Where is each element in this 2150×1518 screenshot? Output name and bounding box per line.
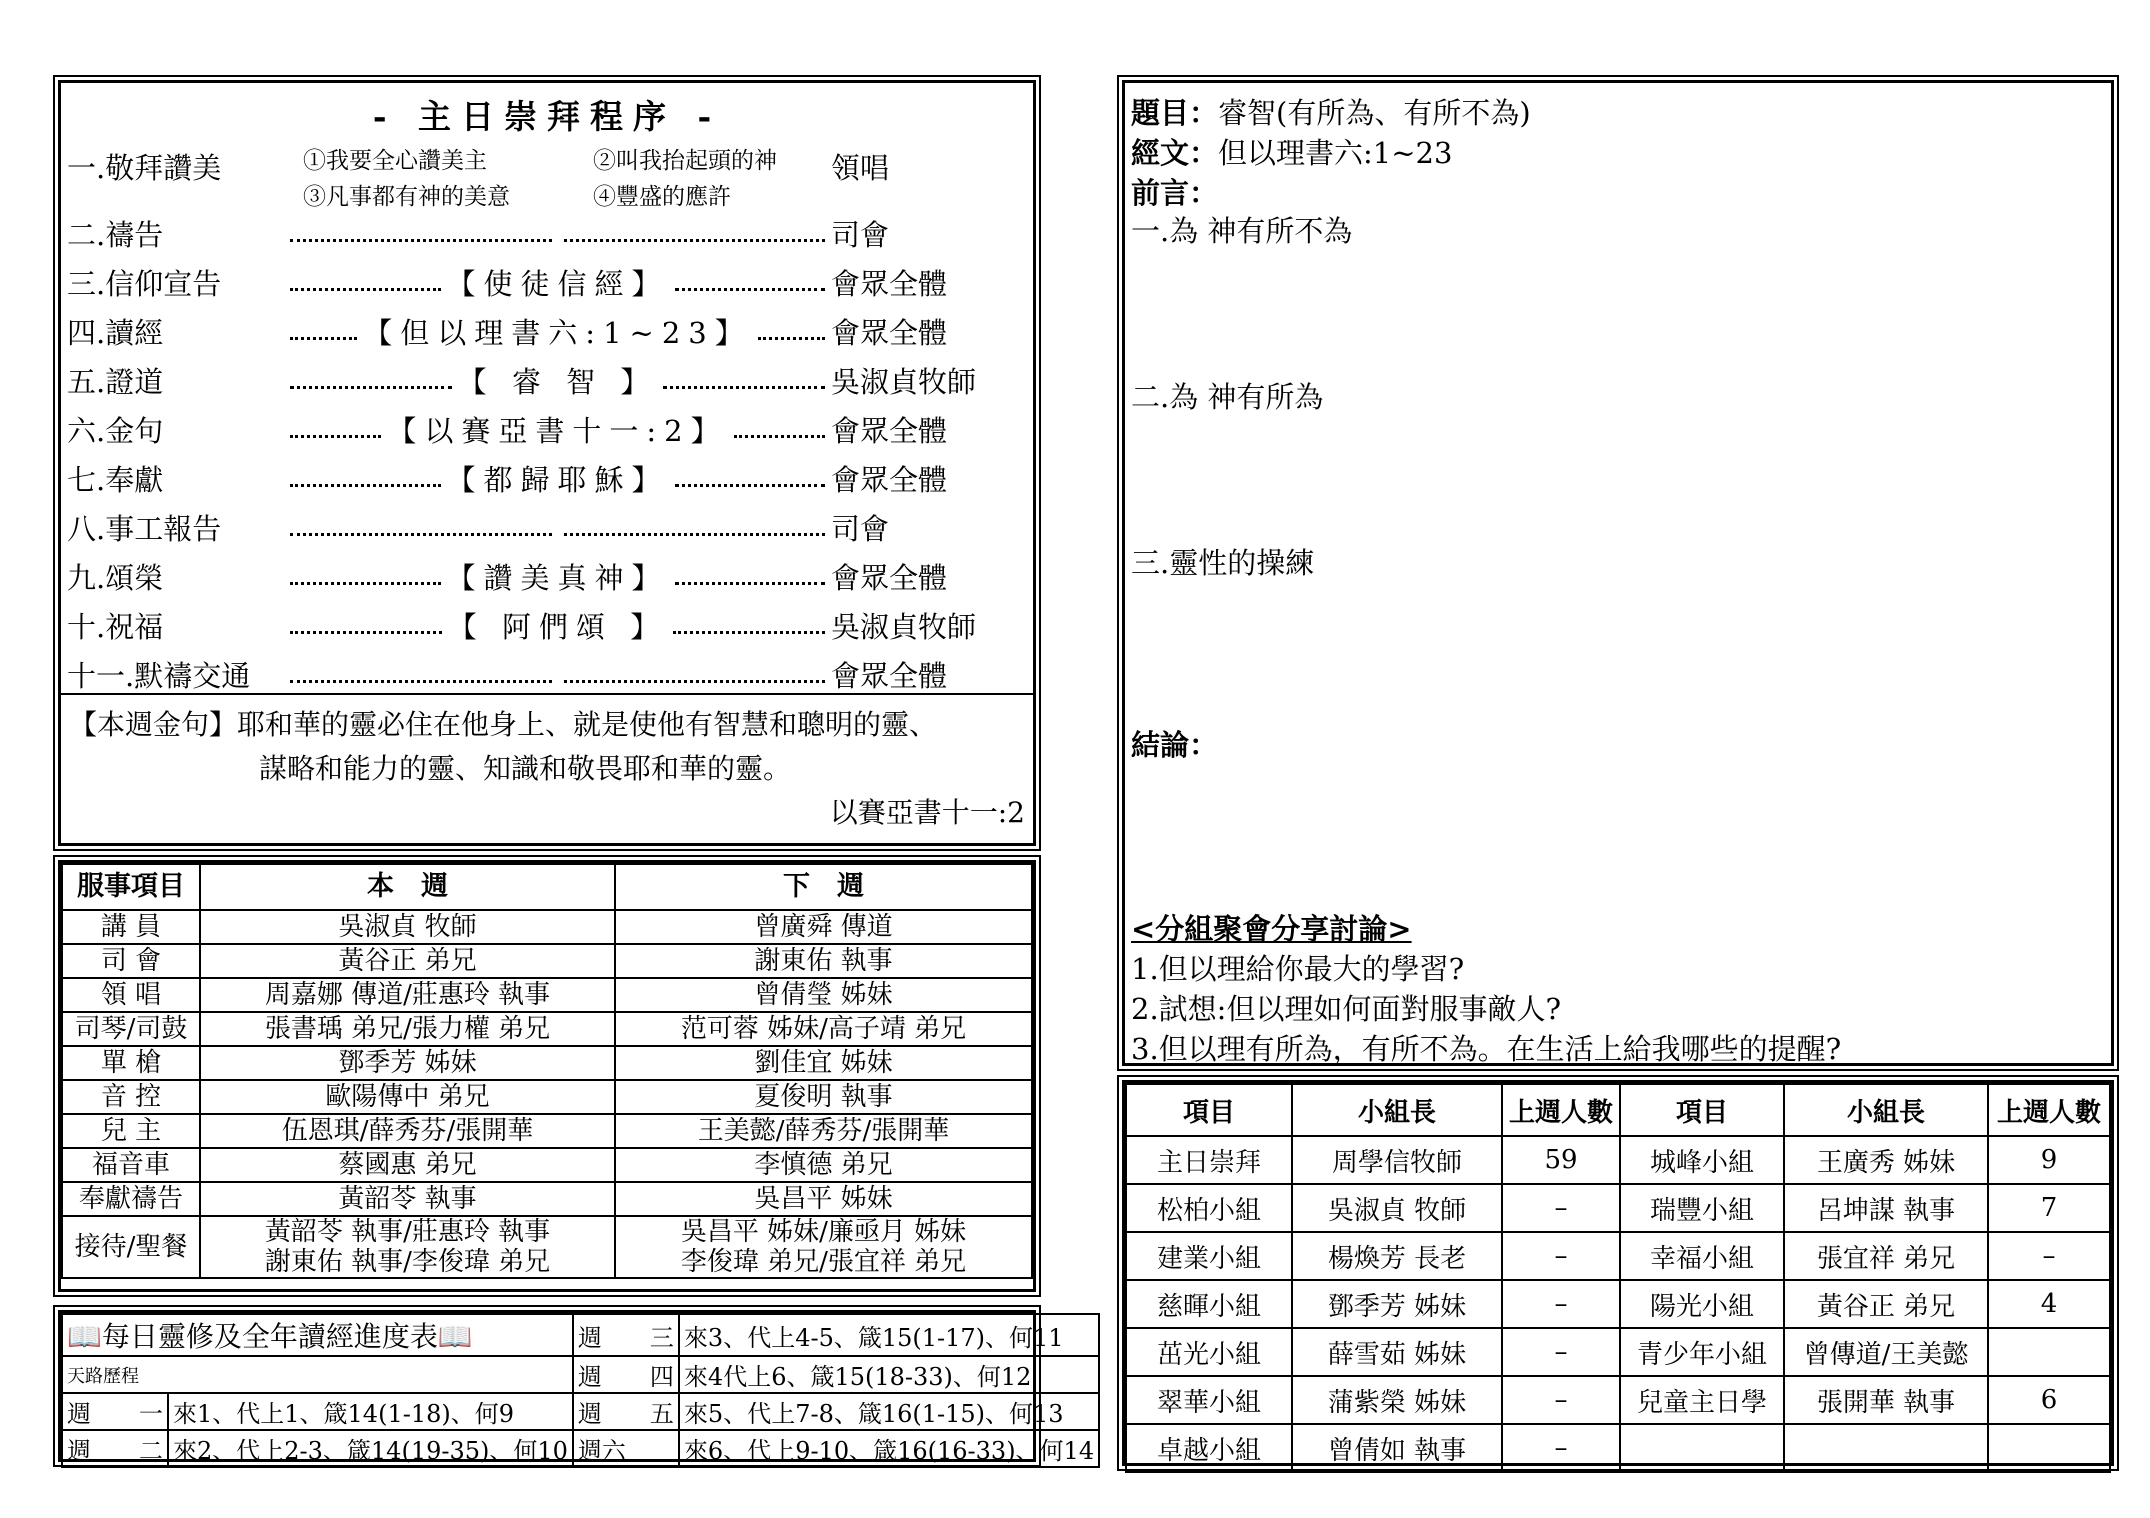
- group-count: –: [1502, 1232, 1620, 1280]
- reading-day: 週六: [573, 1430, 679, 1467]
- reading-day: 週 一: [62, 1393, 168, 1430]
- group-row: [1126, 1328, 2110, 1376]
- question-2: 2.試想:但以理如何面對服事敵人?: [1131, 992, 1561, 1026]
- service-row: [62, 910, 1032, 944]
- service-role: 接待/聖餐: [62, 1216, 200, 1278]
- line: 黃韶苓 執事/莊惠玲 執事: [264, 1217, 551, 1247]
- intro-label: 前言：: [1131, 176, 1219, 210]
- group-leader: 鄧季芳 姊妹: [1292, 1280, 1502, 1328]
- group-leader: 吳淑貞 牧師: [1292, 1184, 1502, 1232]
- reading-schedule: [58, 1310, 1095, 1465]
- order-item-leader: [284, 458, 831, 499]
- group-leader: 蒲紫榮 姊妹: [1292, 1376, 1502, 1424]
- service-role: 單 槍: [62, 1046, 200, 1080]
- order-item-leader: [284, 360, 831, 401]
- this-week-person: 周嘉娜 傳道/莊惠玲 執事: [200, 978, 615, 1012]
- reading-day: 週 五: [573, 1393, 679, 1430]
- topic-label: 題目：: [1131, 96, 1219, 130]
- group-leader: 張開華 執事: [1784, 1376, 1988, 1424]
- group-leader: 薛雪茹 姊妹: [1292, 1328, 1502, 1376]
- service-row: [62, 1148, 1032, 1182]
- reading-subtitle: 天路歷程: [62, 1356, 573, 1393]
- service-role: 兒 主: [62, 1114, 200, 1148]
- group-name: [1620, 1424, 1784, 1472]
- hymn-2: ②叫我抬起頭的神: [593, 148, 777, 174]
- order-item-label: 六.金句: [67, 413, 164, 448]
- service-row: [62, 1216, 1032, 1278]
- line: 李俊瑋 弟兄/張宜祥 弟兄: [680, 1247, 967, 1277]
- this-week-person: 歐陽傳中 弟兄: [200, 1080, 615, 1114]
- reading-text: 來2、代上2-3、箴14(19-35)、何10: [168, 1430, 573, 1467]
- reading-text: 來6、代上9-10、箴16(16-33)、何14: [679, 1430, 1099, 1467]
- group-leader: 王廣秀 姊妹: [1784, 1136, 1988, 1184]
- service-row: [62, 1182, 1032, 1216]
- group-count: –: [1502, 1376, 1620, 1424]
- order-item: [67, 553, 1027, 599]
- group-leader: 呂坤謀 執事: [1784, 1184, 1988, 1232]
- order-item-person: 會眾全體: [831, 658, 948, 693]
- group-leader: 楊煥芳 長老: [1292, 1232, 1502, 1280]
- group-col-header: 小組長: [1292, 1084, 1502, 1136]
- service-table: [61, 863, 1033, 1279]
- service-row: [62, 1080, 1032, 1114]
- order-item-label: 十.祝福: [67, 609, 164, 644]
- order-item-title: 【 阿們頌 】: [447, 609, 668, 644]
- this-week-person: 吳淑貞 牧師: [200, 910, 615, 944]
- order-item-label: 四.讀經: [67, 315, 164, 350]
- order-item: [67, 357, 1027, 403]
- next-week-person: 吳昌平 姊妹: [615, 1182, 1032, 1216]
- col-header-item: 服事項目: [62, 864, 200, 910]
- group-row: [1126, 1424, 2110, 1472]
- group-name: 瑞豐小組: [1620, 1184, 1784, 1232]
- service-roster: [58, 860, 1036, 1292]
- next-week-person: 曾廣舜 傳道: [615, 910, 1032, 944]
- order-item-title: 【都歸耶穌】: [446, 462, 669, 497]
- order-item-label: 一.敬拜讚美: [67, 150, 222, 185]
- group-row: [1126, 1136, 2110, 1184]
- next-week-person: 王美懿/薛秀芬/張開華: [615, 1114, 1032, 1148]
- this-week-person: 黃谷正 弟兄: [200, 944, 615, 978]
- service-role: 福音車: [62, 1148, 200, 1182]
- order-item: [67, 143, 1027, 189]
- next-week-person: 曾倩瑩 姊妹: [615, 978, 1032, 1012]
- group-name: 茁光小組: [1126, 1328, 1292, 1376]
- order-item-title: 【讚美真神】: [446, 560, 669, 595]
- group-count: 59: [1502, 1136, 1620, 1184]
- order-item: [67, 602, 1027, 648]
- group-row: [1126, 1376, 2110, 1424]
- order-item-person: 領唱: [831, 150, 890, 185]
- group-name: 幸福小組: [1620, 1232, 1784, 1280]
- worship-order-box: [58, 80, 1036, 846]
- next-week-person: 李慎德 弟兄: [615, 1148, 1032, 1182]
- group-count: [1988, 1328, 2110, 1376]
- verse-line-1: 【本週金句】耶和華的靈必住在他身上、就是使他有智慧和聰明的靈、: [69, 708, 938, 741]
- service-role: 奉獻禱告: [62, 1182, 200, 1216]
- group-name: 城峰小組: [1620, 1136, 1784, 1184]
- order-item-person: 會眾全體: [831, 266, 948, 301]
- group-count: –: [1988, 1232, 2110, 1280]
- order-item-leader: [284, 519, 831, 536]
- group-name: 建業小組: [1126, 1232, 1292, 1280]
- service-role: 音 控: [62, 1080, 200, 1114]
- this-week-person: 蔡國惠 弟兄: [200, 1148, 615, 1182]
- group-name: 主日崇拜: [1126, 1136, 1292, 1184]
- group-count: –: [1502, 1184, 1620, 1232]
- order-item-leader: [284, 605, 831, 646]
- line: 謝東佑 執事/李俊瑋 弟兄: [264, 1247, 551, 1277]
- reading-title: 📖每日靈修及全年讀經進度表📖: [62, 1314, 573, 1356]
- reading-table: [61, 1313, 1100, 1468]
- this-week-person: 黃韶苓 執事: [200, 1182, 615, 1216]
- group-count: –: [1502, 1328, 1620, 1376]
- order-item: [67, 651, 1027, 697]
- point-3: 三.靈性的操練: [1131, 546, 1315, 580]
- order-item-person: 會眾全體: [831, 413, 948, 448]
- group-col-header: 小組長: [1784, 1084, 1988, 1136]
- order-item-leader: [284, 556, 831, 597]
- reading-day: 週 三: [573, 1314, 679, 1356]
- group-col-header: 上週人數: [1988, 1084, 2110, 1136]
- order-item-leader: [284, 311, 831, 352]
- group-row: [1126, 1280, 2110, 1328]
- point-1: 一.為 神有所不為: [1131, 214, 1353, 248]
- scripture: [1131, 131, 1452, 172]
- this-week-person: 張書瑀 弟兄/張力權 弟兄: [200, 1012, 615, 1046]
- weekly-verse: [69, 703, 1025, 835]
- reading-day: 週 二: [62, 1430, 168, 1467]
- service-role: 領 唱: [62, 978, 200, 1012]
- order-item: [67, 455, 1027, 501]
- service-row: [62, 1046, 1032, 1080]
- reading-day: 週 四: [573, 1356, 679, 1393]
- order-item-label: 八.事工報告: [67, 511, 222, 546]
- group-count: –: [1502, 1424, 1620, 1472]
- order-item: [67, 259, 1027, 305]
- order-title: - 主日崇拜程序 -: [372, 97, 722, 136]
- group-leader: 黃谷正 弟兄: [1784, 1280, 1988, 1328]
- group-name: 松柏小組: [1126, 1184, 1292, 1232]
- group-attendance: [1122, 1080, 2114, 1466]
- verse-line-2: 謀略和能力的靈、知識和敬畏耶和華的靈。: [259, 752, 792, 785]
- point-2: 二.為 神有所為: [1131, 380, 1324, 414]
- order-item-title: 【 睿 智 】: [457, 364, 658, 399]
- order-item-leader: [284, 262, 831, 303]
- hymn-3: ③凡事都有神的美意: [303, 184, 510, 210]
- this-week-person: [200, 1216, 615, 1278]
- order-item-label: 九.頌榮: [67, 560, 164, 595]
- group-count: [1988, 1424, 2110, 1472]
- group-col-header: 項目: [1126, 1084, 1292, 1136]
- group-leader: 張宜祥 弟兄: [1784, 1232, 1988, 1280]
- order-item: [67, 210, 1027, 256]
- group-count: 9: [1988, 1136, 2110, 1184]
- order-item: [67, 504, 1027, 550]
- order-item-title: 【但以理書六:1~23】: [363, 315, 752, 350]
- group-name: 慈暉小組: [1126, 1280, 1292, 1328]
- topic-text: 睿智(有所為、有所不為): [1218, 96, 1531, 130]
- order-item: [67, 406, 1027, 452]
- group-col-header: 上週人數: [1502, 1084, 1620, 1136]
- group-col-header: 項目: [1620, 1084, 1784, 1136]
- order-item: [67, 308, 1027, 354]
- order-item-leader: [284, 225, 831, 242]
- group-name: 兒童主日學: [1620, 1376, 1784, 1424]
- group-row: [1126, 1184, 2110, 1232]
- group-count: 7: [1988, 1184, 2110, 1232]
- order-item-leader: [284, 409, 831, 450]
- scripture-label: 經文：: [1131, 136, 1219, 170]
- group-leader: [1784, 1424, 1988, 1472]
- next-week-person: 夏俊明 執事: [615, 1080, 1032, 1114]
- group-count: 6: [1988, 1376, 2110, 1424]
- group-name: 翠華小組: [1126, 1376, 1292, 1424]
- order-item-label: 十一.默禱交通: [67, 658, 251, 693]
- col-header-this-week: 本 週: [200, 864, 615, 910]
- group-leader: 曾倩如 執事: [1292, 1424, 1502, 1472]
- group-count: 4: [1988, 1280, 2110, 1328]
- next-week-person: 劉佳宜 姊妹: [615, 1046, 1032, 1080]
- order-item-label: 七.奉獻: [67, 462, 164, 497]
- reading-text: 來5、代上7-8、箴16(1-15)、何13: [679, 1393, 1099, 1430]
- hymn-1: ①我要全心讚美主: [303, 148, 487, 174]
- order-item-title: 【使徒信經】: [446, 266, 669, 301]
- reading-text: 來3、代上4-5、箴15(1-17)、何11: [679, 1314, 1099, 1356]
- next-week-person: 謝東佑 執事: [615, 944, 1032, 978]
- next-week-person: 范可蓉 姊妹/高子靖 弟兄: [615, 1012, 1032, 1046]
- service-role: 講 員: [62, 910, 200, 944]
- order-item-person: 會眾全體: [831, 315, 948, 350]
- order-item-person: 司會: [831, 511, 890, 546]
- reading-text: 來4代上6、箴15(18-33)、何12: [679, 1356, 1099, 1393]
- this-week-person: 伍恩琪/薛秀芬/張開華: [200, 1114, 615, 1148]
- question-1: 1.但以理給你最大的學習?: [1131, 952, 1465, 986]
- order-item-label: 五.證道: [67, 364, 164, 399]
- group-row: [1126, 1232, 2110, 1280]
- next-week-person: [615, 1216, 1032, 1278]
- group-name: 卓越小組: [1126, 1424, 1292, 1472]
- scripture-text: 但以理書六:1~23: [1218, 136, 1453, 170]
- order-item-person: 吳淑貞牧師: [831, 609, 977, 644]
- line: 吳昌平 姊妹/廉亟月 姊妹: [680, 1217, 967, 1247]
- group-name: 陽光小組: [1620, 1280, 1784, 1328]
- group-table: [1125, 1083, 2111, 1473]
- service-role: 司琴/司鼓: [62, 1012, 200, 1046]
- order-item-label: 二.禱告: [67, 217, 164, 252]
- group-leader: 曾傳道/王美懿: [1784, 1328, 1988, 1376]
- question-3: 3.但以理有所為，有所不為。在生活上給我哪些的提醒?: [1131, 1032, 1842, 1066]
- order-item-title: 【以賽亞書十一:2】: [387, 413, 728, 448]
- hymn-4: ④豐盛的應許: [593, 184, 731, 210]
- discussion-title: <分組聚會分享討論>: [1131, 912, 1412, 946]
- group-count: –: [1502, 1280, 1620, 1328]
- order-item-person: 會眾全體: [831, 462, 948, 497]
- conclusion-label: 結論：: [1131, 728, 1219, 762]
- reading-text: 來1、代上1、箴14(1-18)、何9: [168, 1393, 573, 1430]
- service-row: [62, 1114, 1032, 1148]
- this-week-person: 鄧季芳 姊妹: [200, 1046, 615, 1080]
- service-row: [62, 944, 1032, 978]
- group-name: 青少年小組: [1620, 1328, 1784, 1376]
- order-item-label: 三.信仰宣告: [67, 266, 222, 301]
- sermon-notes: [1122, 80, 2114, 1066]
- topic: [1131, 91, 1531, 132]
- order-item-person: 司會: [831, 217, 890, 252]
- col-header-next-week: 下 週: [615, 864, 1032, 910]
- service-role: 司 會: [62, 944, 200, 978]
- verse-reference: 以賽亞書十一:2: [829, 796, 1025, 829]
- service-row: [62, 1012, 1032, 1046]
- order-item-person: 吳淑貞牧師: [831, 364, 977, 399]
- order-item-leader: [284, 666, 831, 683]
- divider: [61, 693, 1033, 695]
- service-row: [62, 978, 1032, 1012]
- group-leader: 周學信牧師: [1292, 1136, 1502, 1184]
- order-item-person: 會眾全體: [831, 560, 948, 595]
